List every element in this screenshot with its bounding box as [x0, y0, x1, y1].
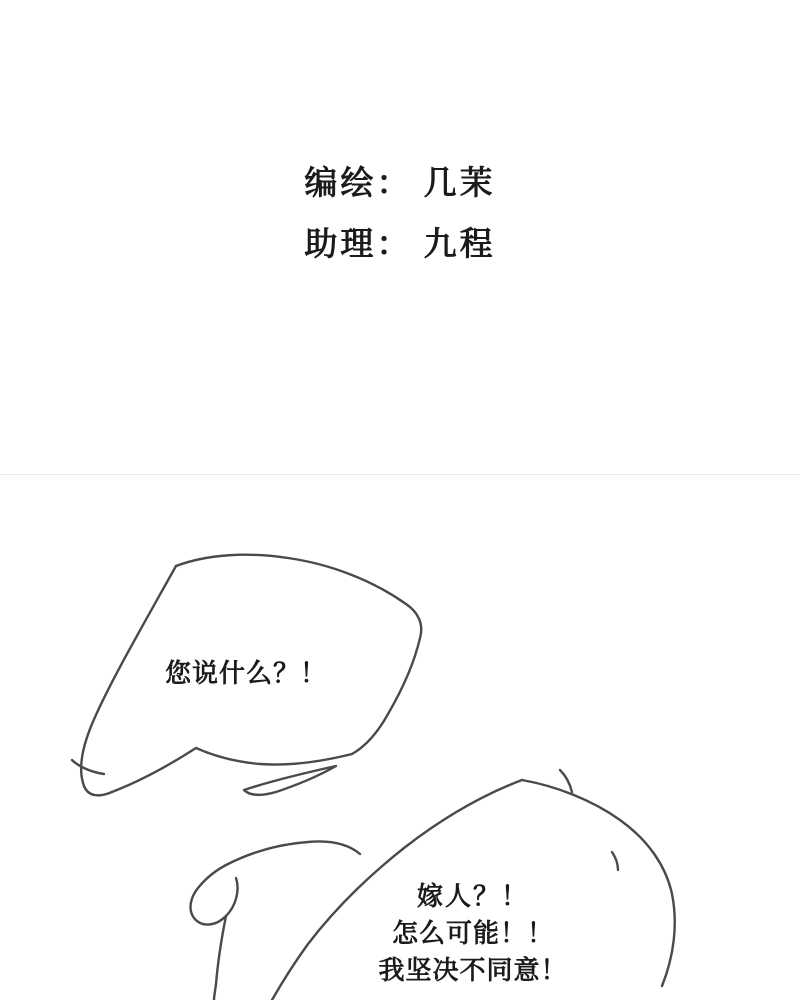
- dialogue-text-2: [363, 878, 583, 989]
- sleeve-lower-hem: [228, 842, 360, 865]
- cloth-slit: [244, 766, 336, 795]
- cloth-mark-1: [560, 770, 572, 792]
- credit-line-artist: 编绘： 几茉: [304, 166, 496, 202]
- cloth-mark-2: [612, 852, 618, 870]
- credit-line-assistant: 助理： 九程: [304, 227, 496, 263]
- sleeve-upper-hem: [196, 748, 352, 765]
- dialogue-text-1: 您说什么？！: [165, 658, 328, 688]
- dialogue-2-line-1: 嫁人？！: [416, 881, 529, 911]
- dialogue-2-line-3: 我坚决不同意！: [378, 954, 568, 985]
- dialogue-2-line-2: 怎么可能！！: [391, 917, 554, 948]
- credits-block: [0, 168, 800, 262]
- sleeve-lower-curl: [191, 864, 238, 925]
- sleeve-upper-crease: [72, 760, 104, 774]
- sleeve-lower-inner: [214, 916, 226, 1000]
